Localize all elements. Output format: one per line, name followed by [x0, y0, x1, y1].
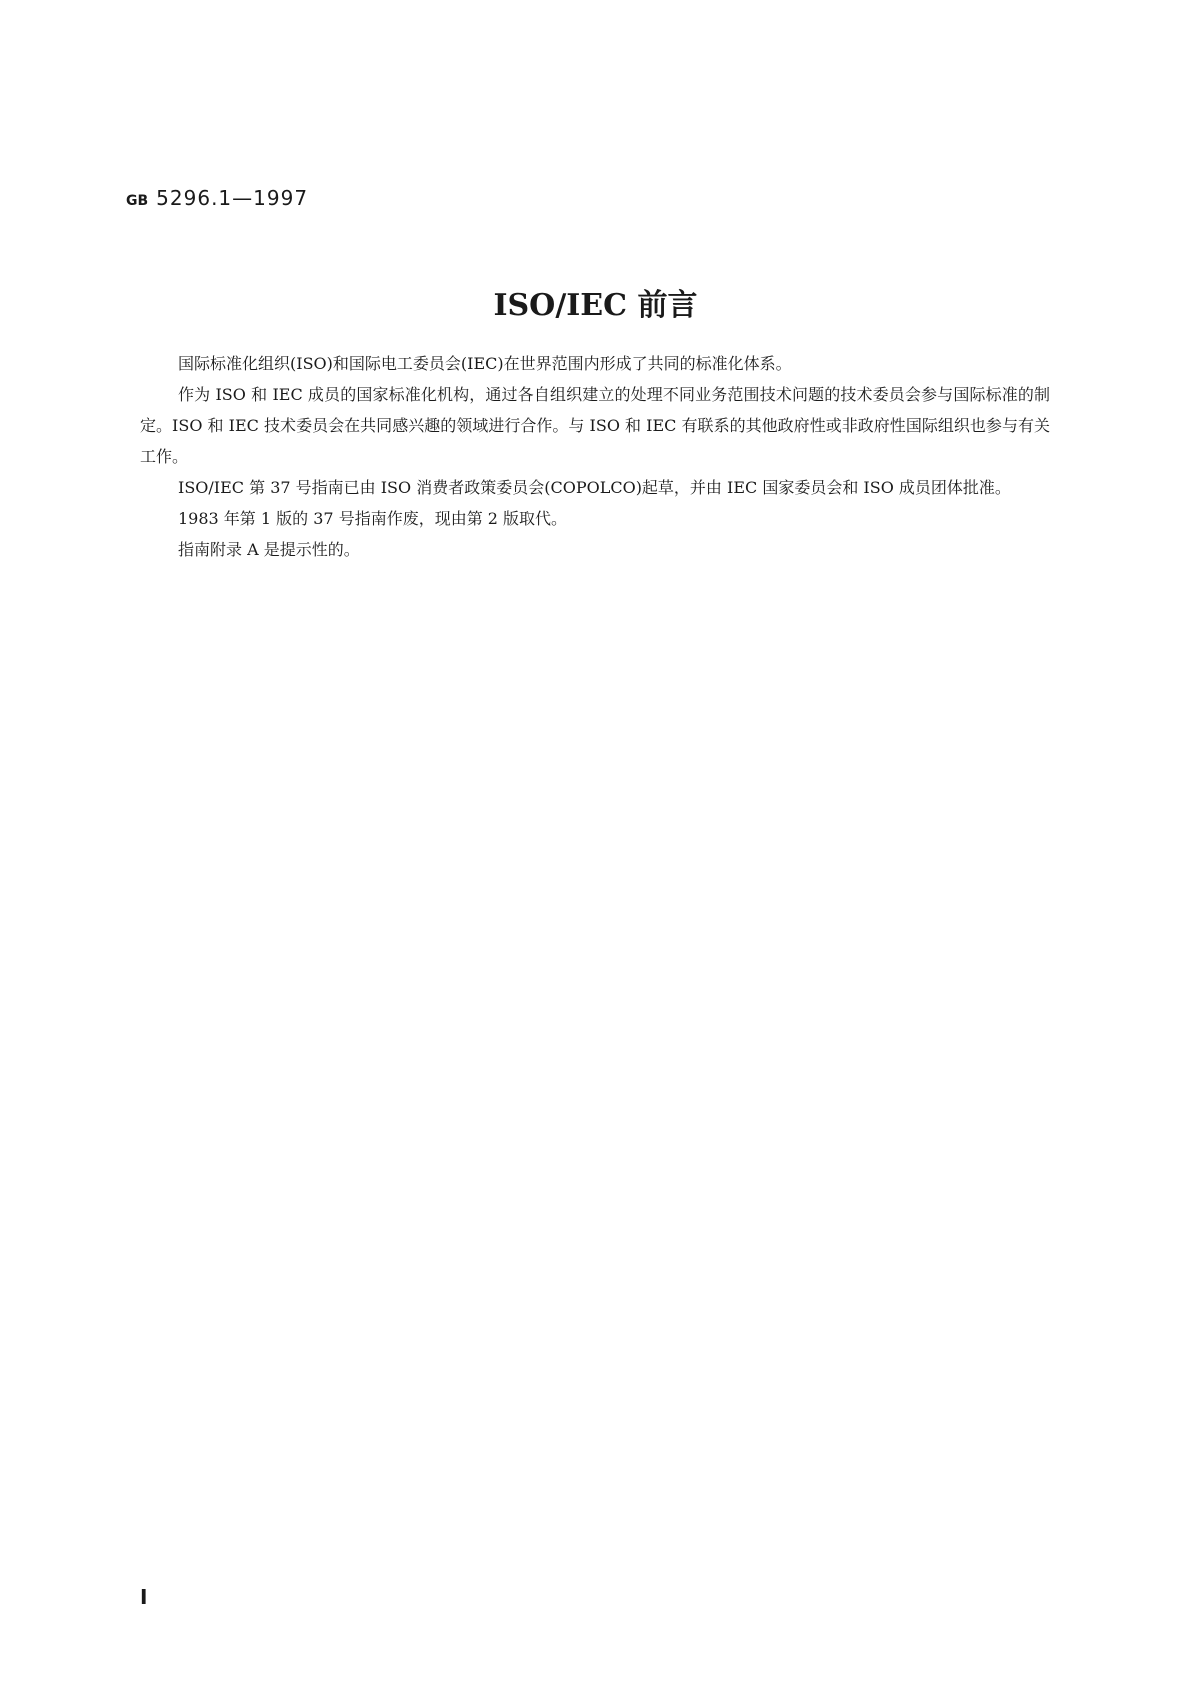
paragraph-5: 指南附录 A 是提示性的。 [178, 540, 360, 559]
page-title: ISO/IEC 前言 [493, 288, 698, 323]
page-number: I [140, 1585, 148, 1609]
paragraph-1: 国际标准化组织(ISO)和国际电工委员会(IEC)在世界范围内形成了共同的标准化体系。 [178, 354, 792, 373]
paragraph-3: ISO/IEC 第 37 号指南已由 ISO 消费者政策委员会(COPOLCO)起草，并由 IEC 国家委员会和 ISO 成员团体批准。 [178, 478, 1011, 497]
standard-number: 5296.1—1997 [156, 186, 309, 210]
paragraph-4: 1983 年第 1 版的 37 号指南作废，现由第 2 版取代。 [178, 509, 568, 528]
standard-header [126, 186, 308, 210]
standard-code: GB [126, 193, 149, 209]
preface-body [140, 348, 1050, 565]
paragraph-2: 作为 ISO 和 IEC 成员的国家标准化机构，通过各自组织建立的处理不同业务范围技术问题的技术委员会参与国际标准的制定。ISO 和 IEC 技术委员会在共同感兴趣的领域进行合作。与 ISO 和 IEC 有联系的其他政府性或非政府性国际组织也参与有关工作。 [140, 385, 1050, 466]
